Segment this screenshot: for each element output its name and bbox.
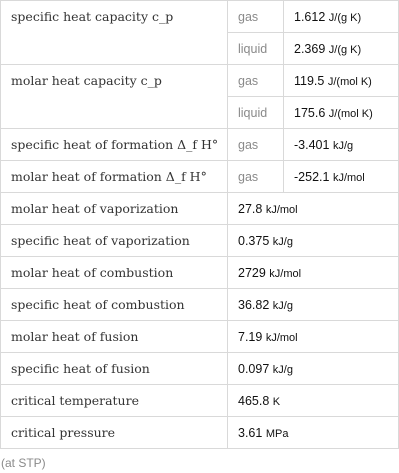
property-value — [284, 1, 399, 33]
table-row — [1, 225, 399, 257]
value-unit: kJ/mol — [265, 203, 298, 216]
phase-label: gas — [228, 65, 284, 97]
value-unit: kJ/mol — [265, 331, 298, 344]
table-row — [1, 385, 399, 417]
value-number: 3.61 — [238, 425, 263, 440]
property-name: molar heat capacity c_p — [1, 65, 228, 129]
value-unit: J/(mol K) — [327, 75, 372, 88]
property-name: molar heat of combustion — [1, 257, 228, 289]
property-value — [284, 33, 399, 65]
property-name: specific heat of combustion — [1, 289, 228, 321]
phase-label: liquid — [228, 33, 284, 65]
phase-label: liquid — [228, 97, 284, 129]
table-row — [1, 161, 399, 193]
table-row — [1, 129, 399, 161]
value-unit: kJ/mol — [332, 171, 365, 184]
table-row — [1, 257, 399, 289]
property-name: critical temperature — [1, 385, 228, 417]
table-row — [1, 193, 399, 225]
property-name: specific heat of vaporization — [1, 225, 228, 257]
property-name: molar heat of vaporization — [1, 193, 228, 225]
value-number: 2729 — [238, 265, 266, 280]
property-name: molar heat of fusion — [1, 321, 228, 353]
property-value — [284, 65, 399, 97]
property-name: specific heat of fusion — [1, 353, 228, 385]
value-number: 2.369 — [294, 41, 326, 56]
value-unit: kJ/g — [272, 235, 293, 248]
footnote: (at STP) — [1, 456, 46, 470]
property-value — [228, 385, 399, 417]
table-row — [1, 321, 399, 353]
value-number: 7.19 — [238, 329, 263, 344]
value-unit: J/(g K) — [328, 11, 362, 24]
property-value — [228, 257, 399, 289]
property-name: molar heat of formation Δ_f H° — [1, 161, 228, 193]
table-row — [1, 353, 399, 385]
property-value — [228, 417, 399, 449]
phase-label: gas — [228, 1, 284, 33]
value-number: -252.1 — [294, 169, 330, 184]
value-number: -3.401 — [294, 137, 330, 152]
property-value — [228, 289, 399, 321]
value-number: 119.5 — [294, 73, 325, 88]
value-unit: J/(mol K) — [328, 107, 373, 120]
value-number: 465.8 — [238, 393, 270, 408]
property-name: specific heat of formation Δ_f H° — [1, 129, 228, 161]
property-value — [284, 97, 399, 129]
value-number: 27.8 — [238, 201, 263, 216]
value-unit: kJ/g — [272, 299, 293, 312]
value-number: 36.82 — [238, 297, 270, 312]
property-name: specific heat capacity c_p — [1, 1, 228, 65]
property-value — [284, 129, 399, 161]
property-name: critical pressure — [1, 417, 228, 449]
value-unit: kJ/g — [272, 363, 293, 376]
value-number: 0.375 — [238, 233, 270, 248]
property-value — [228, 353, 399, 385]
value-number: 1.612 — [294, 9, 326, 24]
value-unit: MPa — [265, 427, 289, 440]
property-value — [284, 161, 399, 193]
value-unit: kJ/g — [332, 139, 354, 152]
phase-label: gas — [228, 129, 284, 161]
phase-label: gas — [228, 161, 284, 193]
property-value — [228, 225, 399, 257]
value-unit: J/(g K) — [328, 43, 362, 56]
table-row — [1, 65, 399, 97]
property-value — [228, 193, 399, 225]
table-row — [1, 417, 399, 449]
property-value — [228, 321, 399, 353]
value-unit: kJ/mol — [269, 267, 302, 280]
table-row — [1, 289, 399, 321]
value-unit: K — [272, 395, 281, 408]
value-number: 0.097 — [238, 361, 270, 376]
value-number: 175.6 — [294, 105, 326, 120]
table-row — [1, 1, 399, 33]
